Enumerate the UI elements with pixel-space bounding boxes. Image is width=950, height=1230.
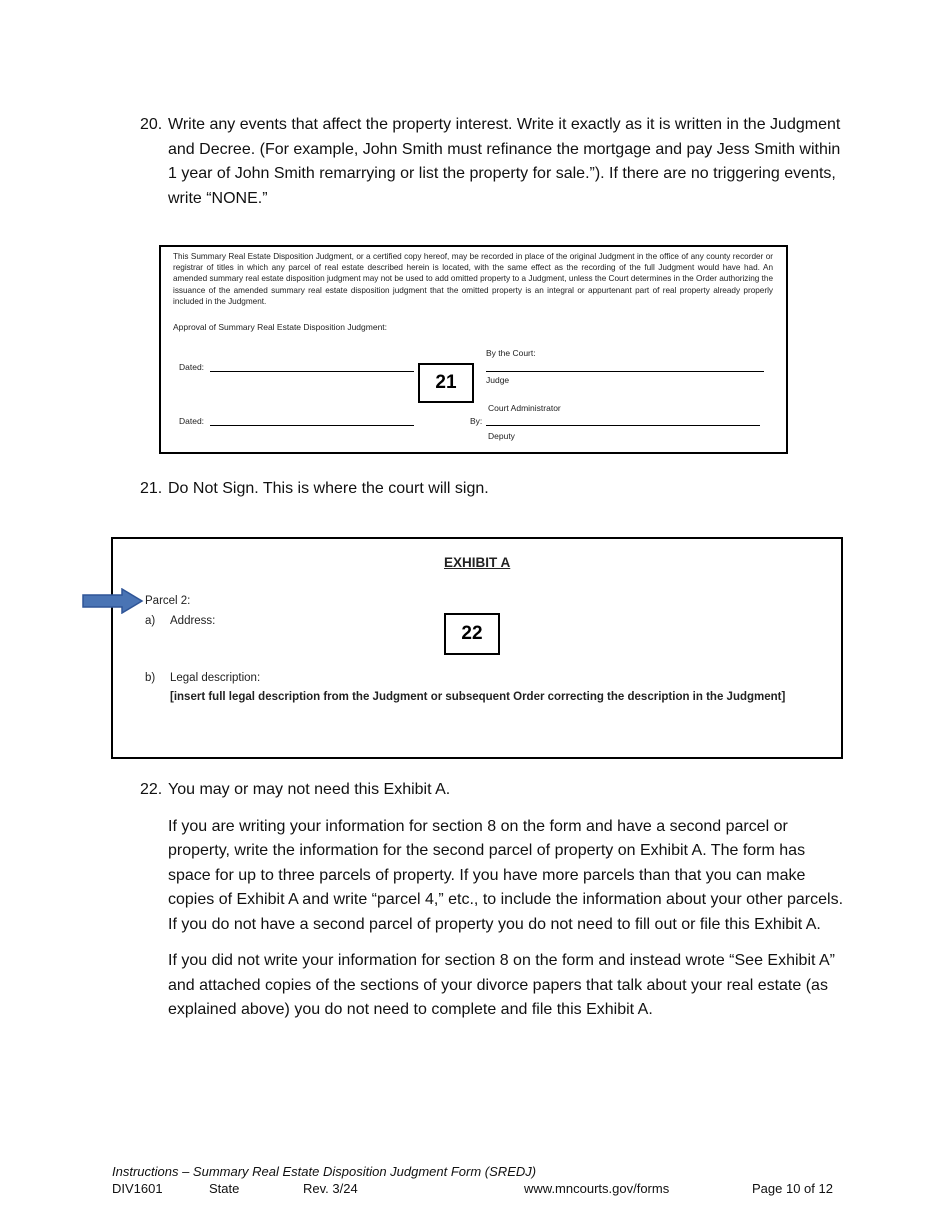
- instruction-item-21: [140, 477, 845, 514]
- callout-21: 21: [418, 363, 474, 403]
- footer-form-title: Instructions – Summary Real Estate Disposition Judgment Form (SREDJ): [112, 1164, 537, 1179]
- exhibit-title: EXHIBIT A: [444, 555, 511, 570]
- instruction-item-20: [140, 113, 845, 223]
- footer-url[interactable]: www.mncourts.gov/forms: [524, 1181, 670, 1196]
- item-text: Do Not Sign. This is where the court will sign.: [168, 480, 489, 497]
- item-b-label: b): [145, 672, 156, 684]
- dated-label-1: Dated:: [179, 362, 205, 372]
- item-text: Write any events that affect the property interest. Write it exactly as it is written in the Judgment and Decree. (For example, John Smith must refinance the mortgage and pay Jess Smith within 1 year of John Smith remarrying or list the property for sale.”). If there are no triggering events, write “NONE.”: [168, 116, 841, 207]
- instruction-item-22: [140, 778, 845, 1035]
- dated-line-1: [210, 371, 414, 372]
- form-excerpt-signature-block: [159, 245, 788, 454]
- deputy-signature-line: [486, 425, 760, 426]
- item-a-label: a): [145, 615, 156, 627]
- court-admin-label: Court Administrator: [488, 403, 561, 413]
- address-label: Address:: [170, 615, 216, 627]
- item-paragraph-3: If you did not write your information for section 8 on the form and instead wrote “See Exhibit A” and attached copies of the sections of your divorce papers that talk about your real estate (as explained above) you do not need to complete and file this Exhibit A.: [168, 952, 836, 1018]
- recording-notice: This Summary Real Estate Disposition Judgment, or a certified copy hereof, may be recorded in place of the original Judgment in the office of any county recorder or registrar of titles in which any parcel of real estate described herein is located, with the same effect as the recording of the full Judgment would have had. An amended summary real estate disposition judgment may not be used to add omitted property to a Judgment, unless the Court determines in the Order authorizing the issuance of the amended summary real estate disposition judgment that the omitted property is an integral or appurtenant part of real property already properly included in the Judgment.: [173, 252, 773, 306]
- footer-page-number: Page 10 of 12: [752, 1181, 833, 1196]
- callout-22: 22: [444, 613, 500, 655]
- dated-label-2: Dated:: [179, 416, 205, 426]
- footer-scope: State: [209, 1181, 240, 1196]
- judge-signature-line: [486, 371, 764, 372]
- item-number: 22.: [140, 781, 163, 798]
- item-paragraph-1: You may or may not need this Exhibit A.: [168, 781, 451, 798]
- approval-label: Approval of Summary Real Estate Disposition Judgment:: [173, 322, 388, 332]
- footer-form-code: DIV1601: [112, 1181, 163, 1196]
- deputy-label: Deputy: [488, 431, 515, 441]
- item-number: 20.: [140, 116, 163, 133]
- item-number: 21.: [140, 480, 163, 497]
- right-arrow-icon: [82, 588, 144, 614]
- item-paragraph-2: If you are writing your information for section 8 on the form and have a second parcel or property, write the information for the second parcel of property on Exhibit A. The form has space for up to three parcels of property. If you have more parcels than that you can make copies of Exhibit A and write “parcel 4,” etc., to include the information about your other parcels. If you do not have a second parcel of property you do not need to fill out or file this Exhibit A.: [168, 817, 844, 933]
- by-the-court-label: By the Court:: [486, 348, 536, 358]
- by-label: By:: [470, 416, 483, 426]
- legal-description-label: Legal description:: [170, 672, 261, 684]
- judge-label: Judge: [486, 375, 510, 385]
- parcel-label: Parcel 2:: [145, 595, 191, 607]
- footer-revision: Rev. 3/24: [303, 1181, 358, 1196]
- dated-line-2: [210, 425, 414, 426]
- legal-description-instruction: [insert full legal description from the Judgment or subsequent Order correcting the description in the Judgment]: [170, 691, 786, 703]
